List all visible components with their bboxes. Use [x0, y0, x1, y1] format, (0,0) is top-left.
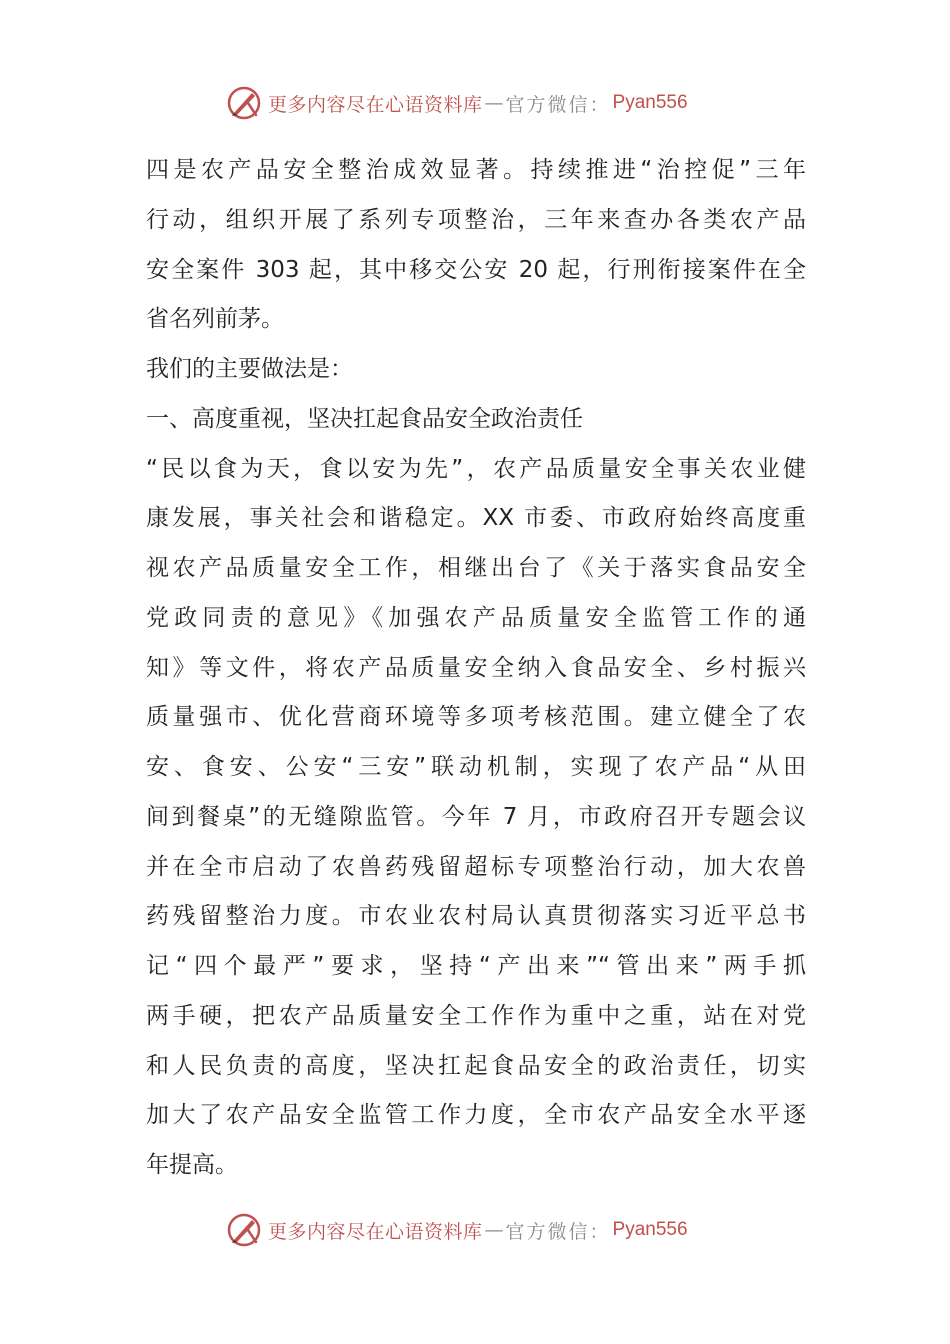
text-line: 康发展，事关社会和谐稳定。XX 市委、市政府始终高度重: [146, 505, 806, 532]
banner-site-text: 更多内容尽在心语资料库: [268, 93, 483, 116]
text-line: 安、食安、公安“三安”联动机制，实现了农产品“从田: [146, 754, 806, 780]
text-line: 记“四个最严”要求，坚持“产出来”“管出来”两手抓: [146, 953, 806, 979]
banner-wechat-label: 官方微信：: [505, 93, 611, 116]
footer-banner: [226, 1210, 688, 1250]
text-line: 两手硬，把农产品质量安全工作作为重中之重，站在对党: [146, 1002, 806, 1029]
text-line: “民以食为天，食以安为先”，农产品质量安全事关农业健: [146, 455, 806, 482]
text-line: 间到餐桌”的无缝隙监管。今年 7 月，市政府召开专题会议: [146, 803, 806, 830]
banner-site-text: 更多内容尽在心语资料库: [268, 1220, 483, 1243]
text-line: 我们的主要做法是：: [146, 356, 353, 382]
text-line: 和人民负责的高度，坚决扛起食品安全的政治责任，切实: [146, 1052, 806, 1079]
header-banner: [226, 83, 688, 123]
text-line: 药残留整治力度。市农业农村局认真贯彻落实习近平总书: [146, 903, 806, 930]
banner-dash: —: [484, 1219, 504, 1241]
banner-wechat-id: Pyan556: [612, 1219, 688, 1240]
banner-wechat-label: 官方微信：: [505, 1220, 611, 1243]
text-line: 知》等文件，将农产品质量安全纳入食品安全、乡村振兴: [146, 654, 806, 681]
text-line: 党政同责的意见》《加强农产品质量安全监管工作的通: [146, 604, 806, 631]
banner-dash: —: [484, 92, 504, 114]
pen-circle-logo-icon: [226, 85, 262, 121]
text-line: 加大了农产品安全监管工作力度，全市农产品安全水平逐: [146, 1102, 806, 1129]
pen-circle-logo-icon: [226, 1212, 262, 1248]
text-line: 行动，组织开展了系列专项整治，三年来查办各类农产品: [146, 206, 806, 233]
text-line: 并在全市启动了农兽药残留超标专项整治行动，加大农兽: [146, 853, 806, 880]
text-line: 一、高度重视，坚决扛起食品安全政治责任: [146, 405, 583, 432]
text-line: 省名列前茅。: [146, 306, 284, 333]
text-line: 视农产品质量安全工作，相继出台了《关于落实食品安全: [146, 555, 806, 581]
text-line: 质量强市、优化营商环境等多项考核范围。建立健全了农: [146, 704, 806, 731]
text-line: 四是农产品安全整治成效显著。持续推进“治控促”三年: [146, 157, 806, 183]
document-body: [146, 146, 806, 1191]
text-line: 年提高。: [146, 1152, 238, 1178]
banner-wechat-id: Pyan556: [612, 92, 688, 113]
text-line: 安全案件 303 起，其中移交公安 20 起，行刑衔接案件在全: [146, 256, 806, 283]
